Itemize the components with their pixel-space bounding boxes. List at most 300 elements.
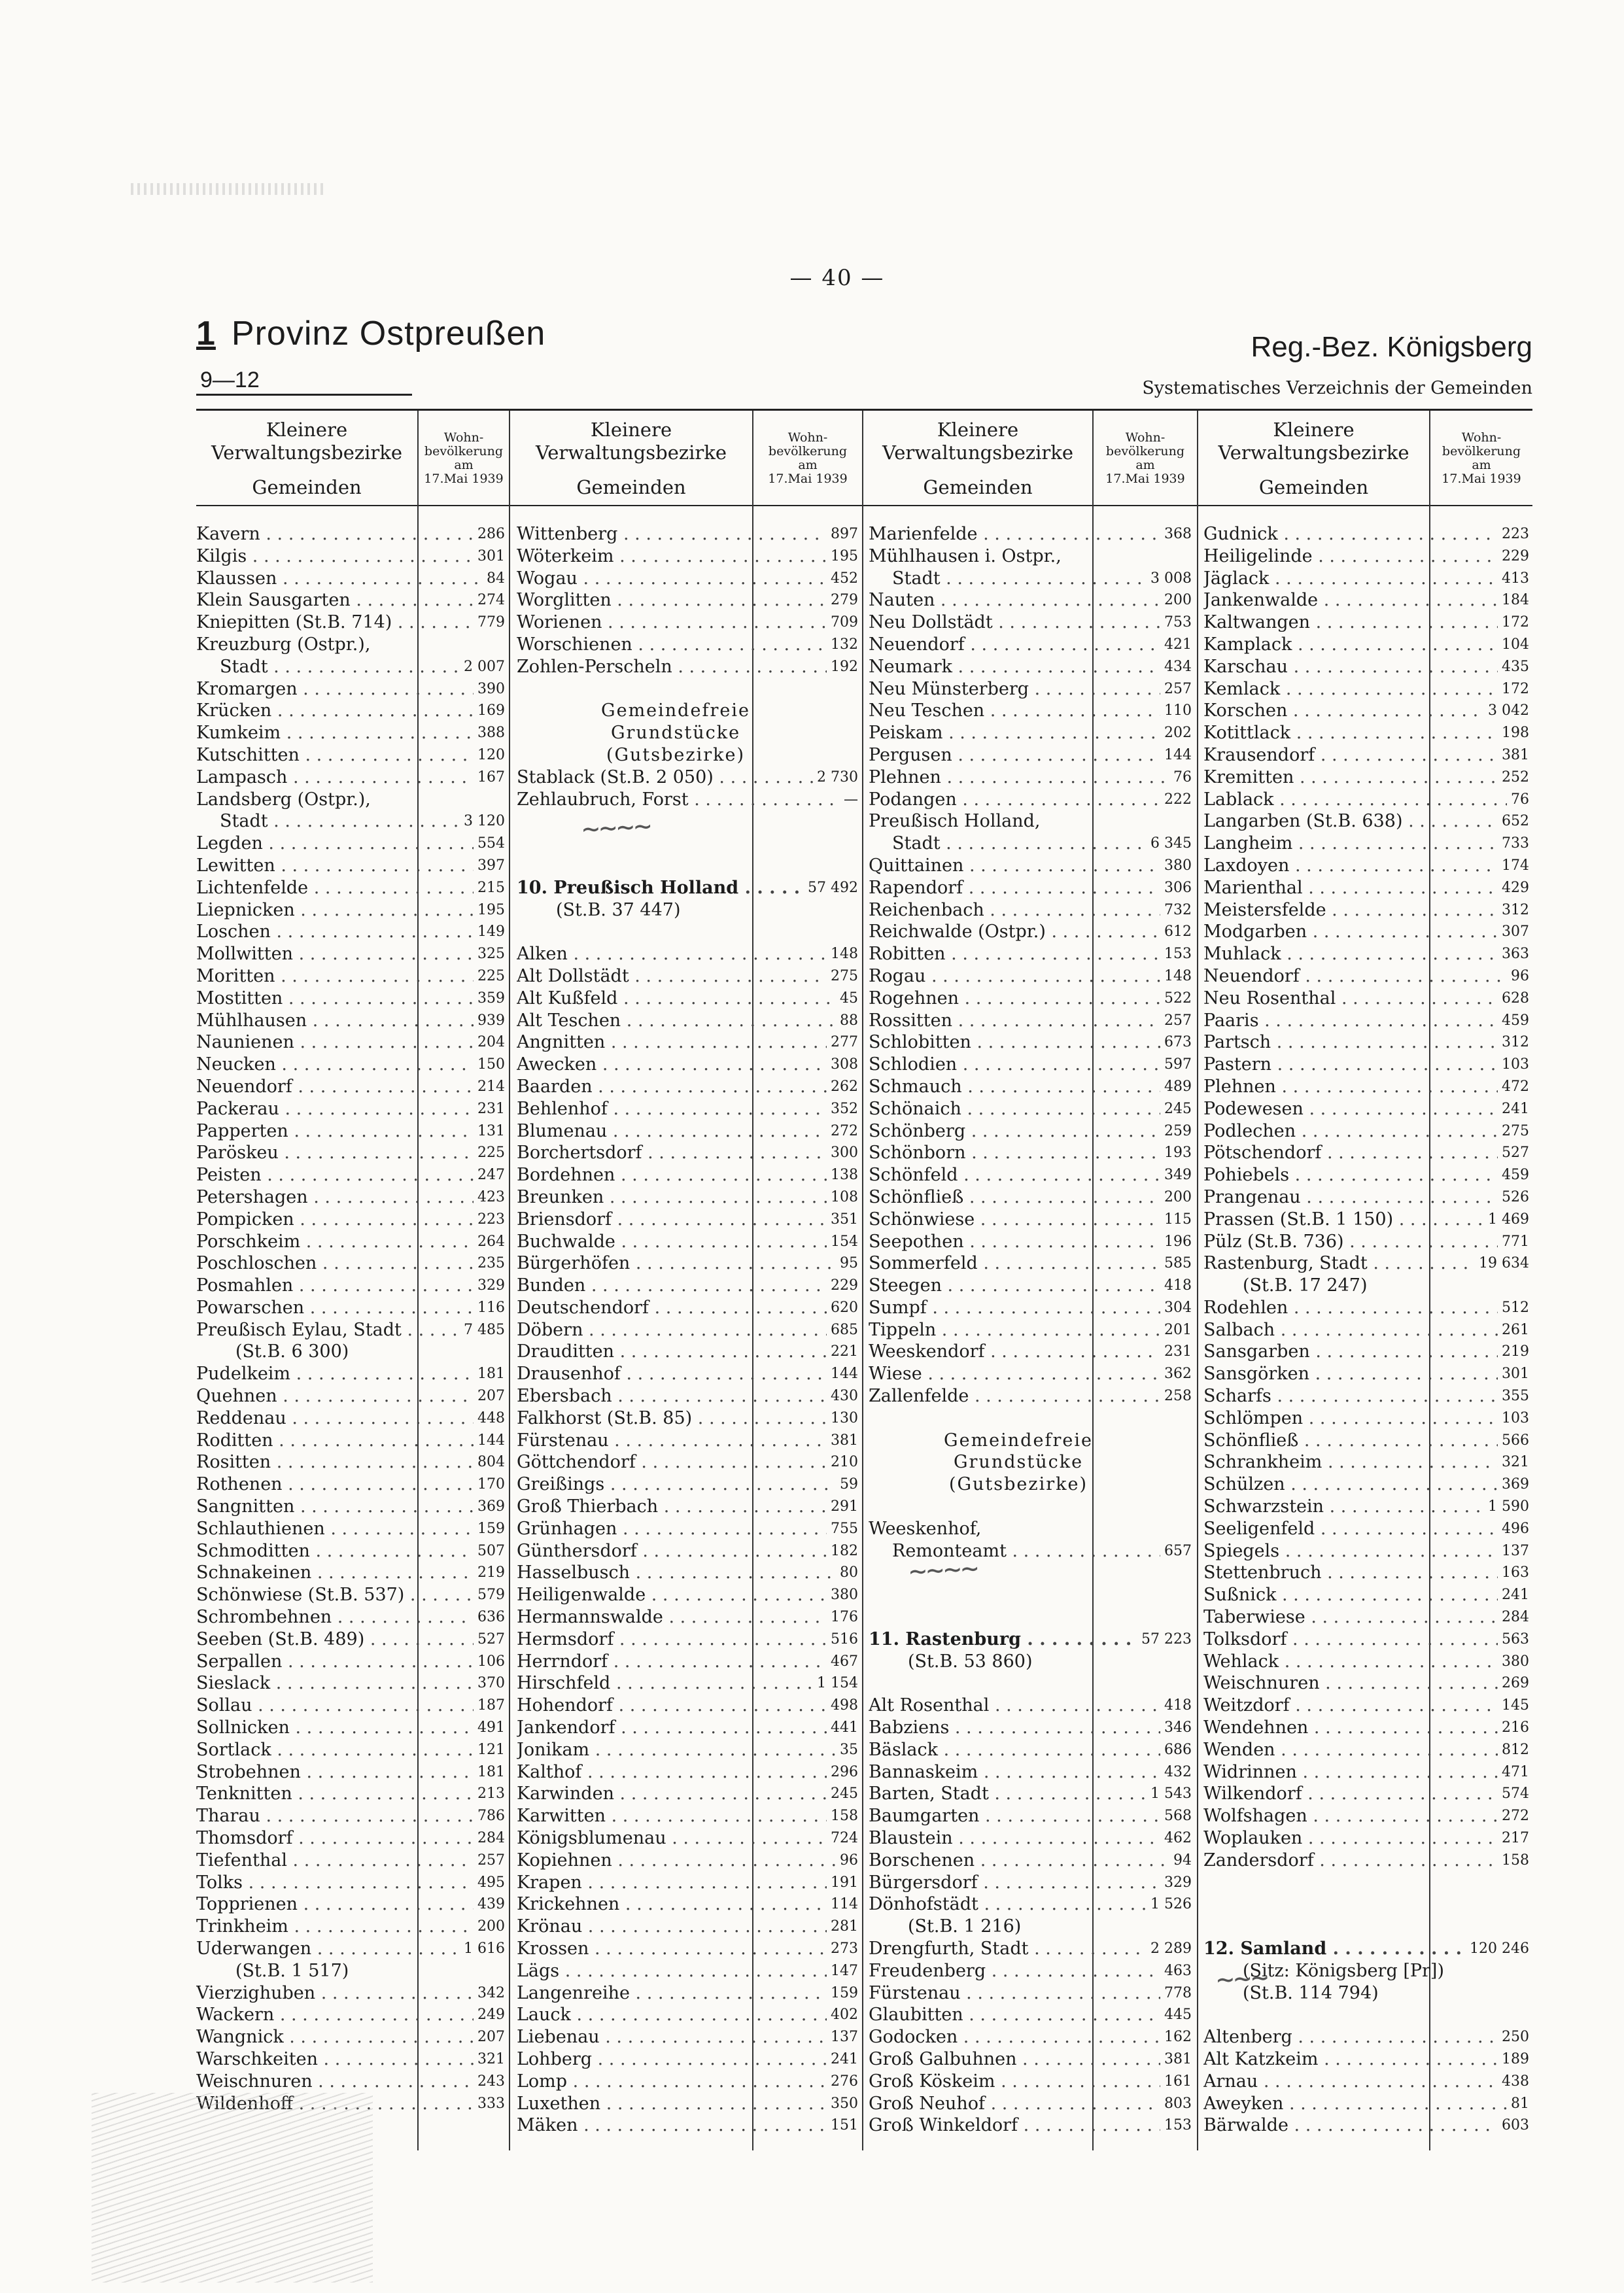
table-row: [869, 523, 1192, 545]
population-value: 301: [477, 547, 505, 564]
population-value: 369: [477, 1498, 505, 1515]
table-row: [1203, 545, 1529, 568]
table-row: [869, 1319, 1192, 1341]
gemeinde-name: Schönborn . . .: [869, 1142, 1160, 1164]
population-value: 229: [1502, 547, 1529, 564]
gemeinde-name: [1203, 1872, 1525, 1894]
header-pop-line4: 17.Mai 1939: [424, 472, 504, 486]
population-value: 120: [477, 746, 505, 763]
table-row: [1203, 1164, 1529, 1186]
table-row: [196, 1142, 505, 1164]
gemeinde-name: Sollnicken . . .: [196, 1717, 474, 1739]
table-row: [517, 1054, 858, 1076]
table-row: [196, 1827, 505, 1850]
population-value: 231: [477, 1100, 505, 1117]
header-name-line2: Verwaltungsbezirke: [1218, 441, 1409, 464]
gemeinde-name: Legden . . .: [196, 833, 474, 855]
population-value: 57 492: [808, 879, 858, 896]
table-row: [196, 634, 505, 656]
gemeinde-name: Rothenen . . .: [196, 1474, 474, 1496]
population-value: 380: [1164, 857, 1192, 874]
table-row: [1203, 1739, 1529, 1761]
table-row: [1203, 1098, 1529, 1120]
population-value: 162: [1164, 2029, 1192, 2046]
population-value: 402: [831, 2007, 858, 2024]
table-row: [517, 545, 858, 568]
header-name: [863, 415, 1092, 502]
table-row: [196, 1562, 505, 1584]
gemeinde-name: Günthersdorf . . .: [517, 1540, 827, 1562]
gemeinde-name: Döbern . . .: [517, 1319, 827, 1341]
header-population: [1094, 415, 1197, 502]
population-value: 3 042: [1488, 702, 1529, 719]
population-value: 182: [831, 1542, 858, 1559]
population-value: 257: [1164, 1012, 1192, 1029]
gemeinde-name: Schmoditten . . .: [196, 1540, 474, 1562]
gemeinde-name: Hasselbusch . . .: [517, 1562, 836, 1584]
population-value: 281: [831, 1918, 858, 1935]
gemeinde-name: Wogau . . .: [517, 568, 827, 590]
population-value: 939: [477, 1012, 505, 1029]
population-value: 279: [831, 592, 858, 609]
table-row: [196, 2004, 505, 2026]
table-row: [517, 1672, 858, 1695]
gemeinde-name: Loschen . . .: [196, 921, 474, 943]
gemeinde-name: Bunden . . .: [517, 1275, 827, 1297]
table-row: [517, 1275, 858, 1297]
table-row: [196, 1606, 505, 1629]
table-row: [517, 1385, 858, 1407]
table-row: [517, 1651, 858, 1673]
table-row: [517, 1717, 858, 1739]
population-value: 448: [477, 1409, 505, 1426]
gemeinde-name: Rossitten . . .: [869, 1010, 1160, 1032]
gemeinde-name: Briensdorf . . .: [517, 1209, 827, 1231]
gemeinde-name: Lablack . . .: [1203, 789, 1507, 811]
population-value: 76: [1173, 768, 1192, 785]
table-row: [1203, 1120, 1529, 1143]
header-pop-line2: bevölkerung: [1442, 444, 1521, 458]
gemeinde-name: Quehnen . . .: [196, 1385, 474, 1407]
population-value: 325: [477, 946, 505, 963]
gemeinde-name: Babziens . . .: [869, 1717, 1160, 1739]
population-value: 897: [831, 526, 858, 542]
province-number: 1: [196, 315, 216, 353]
gemeinde-name: Tenknitten . . .: [196, 1783, 474, 1805]
population-value: 686: [1164, 1741, 1192, 1758]
population-value: 498: [831, 1697, 858, 1714]
population-value: [501, 1960, 505, 1982]
table-row: [196, 988, 505, 1010]
header-pop-line1: Wohn-: [1125, 430, 1166, 445]
population-value: 272: [1502, 1808, 1529, 1825]
population-value: —: [844, 791, 858, 808]
gemeinde-name: Zohlen-Perscheln . . .: [517, 656, 827, 678]
table-row: [196, 1164, 505, 1186]
population-value: 229: [831, 1277, 858, 1294]
gemeinde-name: Rastenburg, Stadt . . .: [1203, 1252, 1475, 1275]
gemeinde-name: Krücken . . .: [196, 700, 474, 722]
gemeinde-name: Drengfurth, Stadt . . .: [869, 1938, 1147, 1960]
population-value: 59: [840, 1476, 858, 1493]
gemeinde-name: Sollau . . .: [196, 1695, 474, 1717]
gemeinde-name: Bärwalde . . .: [1203, 2114, 1498, 2137]
gemeinde-name: Wiese . . .: [869, 1363, 1160, 1385]
population-value: 114: [831, 1896, 858, 1913]
table-row: [196, 1474, 505, 1496]
population-value: 3 120: [464, 813, 505, 830]
population-value: 349: [1164, 1167, 1192, 1184]
gemeinde-name: Podangen . . .: [869, 789, 1160, 811]
population-value: 380: [1502, 1653, 1529, 1670]
row-spacer: [869, 1672, 1192, 1695]
population-value: 225: [477, 1145, 505, 1162]
scan-artifact-bottom: [92, 2093, 373, 2283]
column-rule: [1197, 411, 1198, 2150]
gemeinde-name: Schönwiese . . .: [869, 1209, 1160, 1231]
table-row: [196, 1739, 505, 1761]
gemeinde-name: (St.B. 53 860): [908, 1651, 1033, 1672]
population-value: 585: [1164, 1255, 1192, 1272]
population-value: [1188, 1496, 1192, 1518]
table-row: [196, 1651, 505, 1673]
population-value: 778: [1164, 1984, 1192, 2001]
table-row: [869, 1098, 1192, 1120]
table-row: [1203, 2114, 1529, 2137]
gemeinde-name: Petershagen . . .: [196, 1186, 474, 1209]
gemeinde-name: Luxethen . . .: [517, 2093, 827, 2115]
region-subtitle: Systematisches Verzeichnis der Gemeinden: [1142, 378, 1532, 398]
gemeinde-name: Gudnick . . .: [1203, 523, 1498, 545]
population-value: 3 008: [1150, 570, 1192, 587]
gemeinde-name: Sumpf . . .: [869, 1297, 1160, 1319]
gemeinde-name: Schlömpen . . .: [1203, 1407, 1498, 1430]
population-value: 277: [831, 1034, 858, 1051]
table-row: [1203, 1142, 1529, 1164]
population-value: [1188, 1672, 1192, 1695]
gemeinde-name: Neu Dollstädt . . .: [869, 612, 1160, 634]
population-value: 225: [477, 967, 505, 984]
gemeinde-name: Göttchendorf . . .: [517, 1451, 827, 1474]
gemeinde-name: Behlenhof . . .: [517, 1098, 827, 1120]
gemeinde-name: Langarben (St.B. 638) . . .: [1203, 810, 1498, 833]
table-row: [1203, 921, 1529, 943]
population-value: [854, 810, 858, 833]
gemeinde-name: Groß Galbuhnen . . .: [869, 2048, 1160, 2071]
population-value: [1525, 1916, 1529, 1938]
population-value: 103: [1502, 1056, 1529, 1073]
gemeinde-name: Thomsdorf . . .: [196, 1827, 474, 1850]
gemeinde-name: Heiligelinde . . .: [1203, 545, 1498, 568]
population-value: 201: [1164, 1321, 1192, 1338]
gemeinde-name: Preußisch Eylau, Stadt . . .: [196, 1319, 460, 1341]
table-row: [196, 1982, 505, 2005]
gemeinde-name: Worienen . . .: [517, 612, 827, 634]
table-row: [517, 965, 858, 988]
population-value: 421: [1164, 636, 1192, 653]
population-value: 153: [1164, 946, 1192, 963]
table-row: [1203, 767, 1529, 789]
gemeinde-name: Schönfeld . . .: [869, 1164, 1160, 1186]
gemeinde-name: Kalthof . . .: [517, 1761, 827, 1784]
gemeinde-name: (St.B. 114 794): [1243, 1982, 1379, 2003]
table-row: [869, 1341, 1192, 1363]
population-value: 192: [831, 658, 858, 675]
population-value: [1525, 1982, 1529, 2005]
population-value: 418: [1164, 1277, 1192, 1294]
gemeinde-name: [869, 1496, 1188, 1518]
gemeinde-name: Grundstücke: [610, 723, 741, 744]
population-value: 445: [1164, 2007, 1192, 2024]
table-row: [869, 678, 1192, 700]
population-value: [1188, 1451, 1192, 1474]
gemeinde-name: Reichwalde (Ostpr.) . . .: [869, 921, 1160, 943]
gemeinde-name: Bürgersdorf . . .: [869, 1872, 1160, 1894]
gemeinde-name: Karschau . . .: [1203, 656, 1498, 678]
table-row: [869, 1474, 1192, 1496]
population-value: 138: [831, 1167, 858, 1184]
header-name-line3: Gemeinden: [576, 475, 686, 498]
population-value: [1188, 545, 1192, 568]
gemeinde-name: Karwitten . . .: [517, 1805, 827, 1827]
row-spacer: [1203, 1872, 1529, 1894]
gemeinde-name: Hirschfeld . . .: [517, 1672, 813, 1695]
population-value: 370: [477, 1675, 505, 1692]
header-pop-line1: Wohn-: [443, 430, 484, 445]
population-value: 219: [477, 1564, 505, 1581]
gemeinde-name: Aweyken . . .: [1203, 2093, 1507, 2115]
population-value: 170: [477, 1476, 505, 1493]
table-row: [196, 2071, 505, 2093]
population-value: 19 634: [1479, 1255, 1529, 1272]
population-value: 597: [1164, 1056, 1192, 1073]
table-row: [517, 1363, 858, 1385]
population-value: 388: [477, 725, 505, 742]
table-row: [869, 1164, 1192, 1186]
header-pop-line4: 17.Mai 1939: [768, 472, 848, 486]
table-row: [869, 810, 1192, 833]
population-value: 462: [1164, 1830, 1192, 1847]
population-value: 148: [1164, 967, 1192, 984]
province-name: Provinz Ostpreußen: [231, 315, 546, 353]
header-name-line1: Kleinere: [1273, 418, 1355, 441]
row-spacer: [517, 921, 858, 943]
gemeinde-name: [517, 855, 854, 877]
population-value: [501, 1341, 505, 1363]
population-value: 204: [477, 1034, 505, 1051]
header-name-line2: Verwaltungsbezirke: [211, 441, 403, 464]
gemeinde-name: Weeskendorf . . .: [869, 1341, 1160, 1363]
population-value: 137: [831, 2029, 858, 2046]
gemeinde-name: Groß Köskeim . . .: [869, 2071, 1160, 2093]
population-value: 150: [477, 1056, 505, 1073]
table-row: [196, 2026, 505, 2048]
population-value: 94: [1173, 1852, 1192, 1869]
gemeinde-name: Jankenwalde . . .: [1203, 589, 1498, 612]
gemeinde-name: Fürstenau . . .: [517, 1430, 827, 1452]
table-row: [517, 1341, 858, 1363]
gemeinde-name: Jäglack . . .: [1203, 568, 1498, 590]
gemeinde-name: Neuendorf . . .: [1203, 965, 1507, 988]
table-row: [517, 2004, 858, 2026]
table-row: [196, 1385, 505, 1407]
population-value: 441: [831, 1719, 858, 1736]
population-value: [854, 700, 858, 722]
population-value: 368: [1164, 526, 1192, 542]
gemeinde-name: Mäken . . .: [517, 2114, 827, 2137]
gemeinde-name: Seeben (St.B. 489) . . .: [196, 1629, 474, 1651]
table-row: [869, 767, 1192, 789]
population-value: 241: [1502, 1587, 1529, 1604]
gemeinde-name: Neu Rosenthal . . .: [1203, 988, 1498, 1010]
table-row: [869, 1186, 1192, 1209]
table-row: [869, 899, 1192, 922]
table-row: [1203, 1209, 1529, 1231]
gemeinde-name: (St.B. 37 447): [556, 899, 681, 920]
header-name-line1: Kleinere: [266, 418, 348, 441]
table-row: [517, 1916, 858, 1938]
table-row: [1203, 1761, 1529, 1784]
table-row: [517, 1960, 858, 1982]
gemeinde-name: Langheim . . .: [1203, 833, 1498, 855]
population-value: [854, 921, 858, 943]
population-value: 257: [477, 1852, 505, 1869]
table-row: [869, 2093, 1192, 2115]
table-row: [869, 1451, 1192, 1474]
table-row: [869, 612, 1192, 634]
gemeinde-name: Neu Münsterberg . . .: [869, 678, 1160, 700]
table-row: [869, 877, 1192, 899]
gemeinde-name: Wildenhoff . . .: [196, 2093, 474, 2115]
header-pop-line4: 17.Mai 1939: [1105, 472, 1185, 486]
population-value: 284: [477, 1830, 505, 1847]
table-row: [517, 1629, 858, 1651]
row-spacer: [517, 855, 858, 877]
table-row: [869, 1275, 1192, 1297]
table-row: [869, 1827, 1192, 1850]
gemeinde-name: Roditten . . .: [196, 1430, 474, 1452]
header-pop-line3: am: [798, 458, 818, 472]
population-value: [1188, 1407, 1192, 1430]
population-value: 184: [1502, 592, 1529, 609]
header-pop-line4: 17.Mai 1939: [1442, 472, 1521, 486]
table-row: [196, 678, 505, 700]
gemeinde-name: Neu Teschen . . .: [869, 700, 1160, 722]
table-row: [1203, 1186, 1529, 1209]
gemeinde-name: Fürstenau . . .: [869, 1982, 1160, 2005]
population-value: 45: [840, 990, 858, 1007]
gemeinde-name: Poschloschen . . .: [196, 1252, 474, 1275]
gemeinde-name: Prangenau . . .: [1203, 1186, 1498, 1209]
population-value: [854, 722, 858, 744]
table-row: [517, 1982, 858, 2005]
gemeinde-name: Stadt . . .: [196, 810, 460, 833]
population-value: 193: [1164, 1145, 1192, 1162]
header-name-line2: Verwaltungsbezirke: [882, 441, 1074, 464]
population-value: 304: [1164, 1299, 1192, 1316]
gemeinde-name: Kremitten . . .: [1203, 767, 1498, 789]
header-name-line3: Gemeinden: [923, 475, 1033, 498]
table-row: [1203, 943, 1529, 965]
province-title: [196, 314, 545, 353]
gemeinde-name: (St.B. 17 247): [1243, 1275, 1368, 1296]
population-value: [1188, 1518, 1192, 1540]
gemeinde-name: Schönfließ . . .: [869, 1186, 1160, 1209]
gemeinde-name: Tiefenthal . . .: [196, 1850, 474, 1872]
gemeinde-name: Rodehlen . . .: [1203, 1297, 1498, 1319]
gemeinde-name: Woplauken . . .: [1203, 1827, 1498, 1850]
population-value: 312: [1502, 1034, 1529, 1051]
population-value: 496: [1502, 1520, 1529, 1537]
table-row: [1203, 1827, 1529, 1850]
gemeinde-name: Reddenau . . .: [196, 1407, 474, 1430]
gemeinde-name: Tharau . . .: [196, 1805, 474, 1827]
gemeinde-name: Paaris . . .: [1203, 1010, 1498, 1032]
gemeinde-name: [517, 678, 854, 700]
population-value: 198: [1502, 725, 1529, 742]
population-value: 300: [831, 1145, 858, 1162]
table-row: [869, 1363, 1192, 1385]
gemeinde-name: Stablack (St.B. 2 050) . . .: [517, 767, 813, 789]
population-value: [854, 899, 858, 922]
gemeinde-name: Papperten . . .: [196, 1120, 474, 1143]
table-row: [196, 589, 505, 612]
population-value: [1188, 1430, 1192, 1452]
gemeinde-name: Schlodien . . .: [869, 1054, 1160, 1076]
population-value: [1525, 1960, 1529, 1982]
table-row: [1203, 612, 1529, 634]
population-value: 413: [1502, 570, 1529, 587]
table-row: [517, 1496, 858, 1518]
table-row: [517, 789, 858, 811]
table-row: [196, 1275, 505, 1297]
gemeinde-name: Schönaich . . .: [869, 1098, 1160, 1120]
table-row: [1203, 1076, 1529, 1098]
gemeinde-name: Wendehnen . . .: [1203, 1717, 1498, 1739]
population-value: 195: [477, 901, 505, 918]
population-value: [854, 744, 858, 767]
gemeinde-name: Arnau . . .: [1203, 2071, 1498, 2093]
district-range: 9—12: [200, 368, 260, 392]
gemeinde-name: Barten, Stadt . . .: [869, 1783, 1147, 1805]
population-value: 181: [477, 1763, 505, 1780]
table-row: [1203, 1031, 1529, 1054]
gemeinde-name: Alt Kußfeld . . .: [517, 988, 836, 1010]
gemeinde-name: Podewesen . . .: [1203, 1098, 1498, 1120]
gemeinde-name: Drauditten . . .: [517, 1341, 827, 1363]
population-value: 153: [1164, 2117, 1192, 2134]
table-row: [869, 1651, 1192, 1673]
population-value: 467: [831, 1653, 858, 1670]
gemeinde-name: Mostitten . . .: [196, 988, 474, 1010]
gemeinden-column-3: [869, 523, 1192, 2137]
gemeinde-name: Herrndorf . . .: [517, 1651, 827, 1673]
table-row: [1203, 1651, 1529, 1673]
population-value: 1 469: [1488, 1211, 1529, 1228]
population-value: 620: [831, 1299, 858, 1316]
table-row: [517, 1076, 858, 1098]
table-row: [869, 1982, 1192, 2005]
table-row: [1203, 678, 1529, 700]
population-value: 507: [477, 1542, 505, 1559]
population-value: 803: [1164, 2095, 1192, 2112]
gemeinde-name: Nauten . . .: [869, 589, 1160, 612]
population-value: 312: [1502, 901, 1529, 918]
gemeinde-name: [517, 810, 854, 833]
gemeinde-name: Packerau . . .: [196, 1098, 474, 1120]
table-row: [517, 1164, 858, 1186]
table-row: [1203, 700, 1529, 722]
